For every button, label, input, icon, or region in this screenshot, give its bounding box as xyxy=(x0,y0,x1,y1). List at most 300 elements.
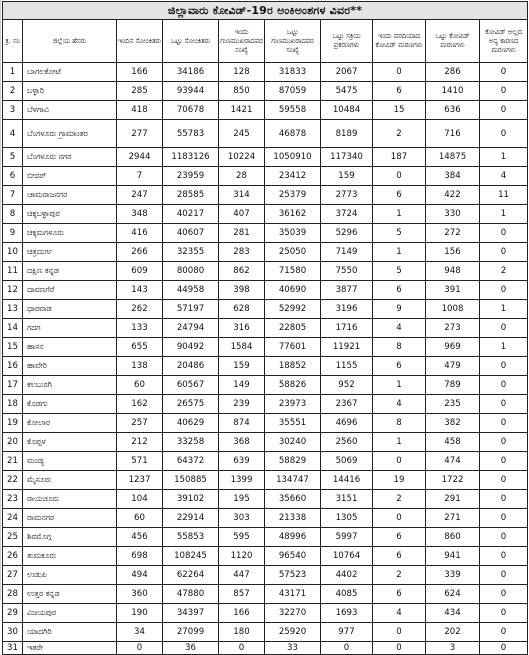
table-row xyxy=(3,528,528,547)
active-cases: 0 xyxy=(321,642,373,655)
total-recovered: 22805 xyxy=(265,319,321,338)
total-recovered: 23412 xyxy=(265,167,321,186)
active-cases: 3724 xyxy=(321,205,373,224)
district-name: ಬೆಂಗಳೂರು ನಗರ xyxy=(23,148,117,167)
total-recovered: 96540 xyxy=(265,547,321,566)
total-recovered: 33 xyxy=(265,642,321,655)
active-cases: 3151 xyxy=(321,490,373,509)
header-row xyxy=(3,20,528,63)
other-deaths: 0 xyxy=(480,528,528,547)
active-cases: 2773 xyxy=(321,186,373,205)
table-row xyxy=(3,82,528,101)
today-deaths: 4 xyxy=(373,319,426,338)
total-deaths: 273 xyxy=(426,319,480,338)
today-deaths: 9 xyxy=(373,300,426,319)
total-deaths: 789 xyxy=(426,376,480,395)
total-deaths: 272 xyxy=(426,224,480,243)
total-cases: 60567 xyxy=(163,376,219,395)
today-deaths: 0 xyxy=(373,167,426,186)
total-recovered: 35551 xyxy=(265,414,321,433)
page-edge xyxy=(0,0,1,600)
total-cases: 55853 xyxy=(163,528,219,547)
today-recovered: 1120 xyxy=(219,547,265,566)
today-recovered: 180 xyxy=(219,623,265,642)
total-cases: 64372 xyxy=(163,452,219,471)
table-row xyxy=(3,224,528,243)
serial-no: 18 xyxy=(3,395,23,414)
table-row xyxy=(3,148,528,167)
statistics-sheet xyxy=(2,1,527,655)
serial-no: 8 xyxy=(3,205,23,224)
active-cases: 5475 xyxy=(321,82,373,101)
today-cases: 494 xyxy=(117,566,163,585)
active-cases: 3196 xyxy=(321,300,373,319)
table-row xyxy=(3,471,528,490)
district-name: ಉತ್ತರ ಕನ್ನಡ xyxy=(23,585,117,604)
serial-no: 16 xyxy=(3,357,23,376)
district-name: ಹಾಸನ xyxy=(23,338,117,357)
total-recovered: 43171 xyxy=(265,585,321,604)
today-cases: 277 xyxy=(117,120,163,148)
total-recovered-header: ಒಟ್ಟು ಗುಣಮುಖರಾದವರ ಸಂಖ್ಯೆ xyxy=(265,20,321,63)
active-cases: 4696 xyxy=(321,414,373,433)
today-cases: 348 xyxy=(117,205,163,224)
total-cases: 40629 xyxy=(163,414,219,433)
total-deaths: 474 xyxy=(426,452,480,471)
district-name: ಚಾಮರಾಜನಗರ xyxy=(23,186,117,205)
table-row xyxy=(3,490,528,509)
district-name: ರಾಮನಗರ xyxy=(23,509,117,528)
today-recovered: 850 xyxy=(219,82,265,101)
active-cases: 1716 xyxy=(321,319,373,338)
total-cases: 23959 xyxy=(163,167,219,186)
active-cases-header: ಒಟ್ಟು ಸಕ್ರಿಯ ಪ್ರಕರಣಗಳು xyxy=(321,20,373,63)
today-recovered: 281 xyxy=(219,224,265,243)
other-deaths-header: ಕೋವಿಡ್ ಅಲ್ಲದ ಅನ್ಯ ಕಾರಣದ ಮರಣಗಳು xyxy=(480,20,528,63)
serial-no: 31 xyxy=(3,642,23,655)
today-deaths: 1 xyxy=(373,205,426,224)
total-cases: 34397 xyxy=(163,604,219,623)
total-recovered: 1050910 xyxy=(265,148,321,167)
total-recovered: 77601 xyxy=(265,338,321,357)
table-row xyxy=(3,319,528,338)
total-recovered: 57523 xyxy=(265,566,321,585)
total-recovered: 31833 xyxy=(265,63,321,82)
table-row xyxy=(3,205,528,224)
total-cases: 44958 xyxy=(163,281,219,300)
today-deaths: 6 xyxy=(373,186,426,205)
serial-no: 20 xyxy=(3,433,23,452)
table-row xyxy=(3,376,528,395)
other-deaths: 0 xyxy=(480,414,528,433)
active-cases: 117340 xyxy=(321,148,373,167)
total-deaths: 479 xyxy=(426,357,480,376)
other-deaths: 2 xyxy=(480,262,528,281)
today-cases: 60 xyxy=(117,509,163,528)
district-name: ಗದಗ xyxy=(23,319,117,338)
serial-no: 23 xyxy=(3,490,23,509)
today-cases: 2944 xyxy=(117,148,163,167)
other-deaths: 1 xyxy=(480,148,528,167)
district-name: ಬೆಳಗಾವಿ xyxy=(23,101,117,120)
total-cases: 70678 xyxy=(163,101,219,120)
table-row xyxy=(3,243,528,262)
serial-no: 24 xyxy=(3,509,23,528)
other-deaths: 0 xyxy=(480,585,528,604)
total-cases: 90492 xyxy=(163,338,219,357)
active-cases: 1305 xyxy=(321,509,373,528)
today-recovered: 639 xyxy=(219,452,265,471)
serial-no: 11 xyxy=(3,262,23,281)
total-deaths: 860 xyxy=(426,528,480,547)
total-deaths: 14875 xyxy=(426,148,480,167)
other-deaths: 0 xyxy=(480,395,528,414)
district-name: ತುಮಕೂರು xyxy=(23,547,117,566)
total-recovered: 58829 xyxy=(265,452,321,471)
active-cases: 5069 xyxy=(321,452,373,471)
today-cases-header: ಇಂದಿನ ಸೋಂಕಿತರು xyxy=(117,20,163,63)
total-recovered: 25920 xyxy=(265,623,321,642)
table-row xyxy=(3,281,528,300)
total-deaths: 271 xyxy=(426,509,480,528)
other-deaths: 0 xyxy=(480,509,528,528)
table-row xyxy=(3,262,528,281)
table-row xyxy=(3,433,528,452)
today-deaths: 5 xyxy=(373,262,426,281)
today-recovered: 595 xyxy=(219,528,265,547)
total-recovered: 18852 xyxy=(265,357,321,376)
active-cases: 7550 xyxy=(321,262,373,281)
today-cases: 7 xyxy=(117,167,163,186)
serial-no: 10 xyxy=(3,243,23,262)
today-cases: 262 xyxy=(117,300,163,319)
total-deaths: 156 xyxy=(426,243,480,262)
today-deaths: 4 xyxy=(373,395,426,414)
other-deaths: 0 xyxy=(480,63,528,82)
active-cases: 952 xyxy=(321,376,373,395)
table-row xyxy=(3,167,528,186)
serial-no: 12 xyxy=(3,281,23,300)
today-cases: 162 xyxy=(117,395,163,414)
active-cases: 2067 xyxy=(321,63,373,82)
serial-no: 7 xyxy=(3,186,23,205)
total-recovered: 25379 xyxy=(265,186,321,205)
serial-no: 5 xyxy=(3,148,23,167)
other-deaths: 1 xyxy=(480,338,528,357)
table-row xyxy=(3,300,528,319)
today-deaths: 0 xyxy=(373,623,426,642)
district-name: ಕೋಲಾರ xyxy=(23,414,117,433)
district-name: ಕೊಪ್ಪಳ xyxy=(23,433,117,452)
district-name: ಮಂಡ್ಯ xyxy=(23,452,117,471)
today-cases: 698 xyxy=(117,547,163,566)
table-row xyxy=(3,120,528,148)
district-name: ದಕ್ಷಿಣ ಕನ್ನಡ xyxy=(23,262,117,281)
today-recovered: 245 xyxy=(219,120,265,148)
active-cases: 5296 xyxy=(321,224,373,243)
total-deaths: 422 xyxy=(426,186,480,205)
today-deaths: 8 xyxy=(373,414,426,433)
total-recovered: 58826 xyxy=(265,376,321,395)
table-row xyxy=(3,395,528,414)
today-deaths: 6 xyxy=(373,547,426,566)
today-recovered: 314 xyxy=(219,186,265,205)
other-deaths: 0 xyxy=(480,281,528,300)
total-recovered: 32270 xyxy=(265,604,321,623)
district-name: ಇತರೇ xyxy=(23,642,117,655)
today-cases: 247 xyxy=(117,186,163,205)
total-cases: 34186 xyxy=(163,63,219,82)
district-name: ದಾವಣಗೆರೆ xyxy=(23,281,117,300)
today-deaths: 1 xyxy=(373,433,426,452)
today-recovered: 1421 xyxy=(219,101,265,120)
today-deaths: 1 xyxy=(373,376,426,395)
district-name: ಉಡುಪಿ xyxy=(23,566,117,585)
today-deaths: 6 xyxy=(373,82,426,101)
table-row xyxy=(3,338,528,357)
today-deaths: 0 xyxy=(373,452,426,471)
today-cases: 212 xyxy=(117,433,163,452)
district-name-header: ಜಿಲ್ಲೆಯ ಹೆಸರು xyxy=(23,20,117,63)
total-deaths: 235 xyxy=(426,395,480,414)
today-recovered: 303 xyxy=(219,509,265,528)
total-deaths: 636 xyxy=(426,101,480,120)
total-deaths: 384 xyxy=(426,167,480,186)
active-cases: 2367 xyxy=(321,395,373,414)
total-recovered: 71580 xyxy=(265,262,321,281)
other-deaths: 0 xyxy=(480,471,528,490)
today-recovered: 407 xyxy=(219,205,265,224)
total-cases: 33258 xyxy=(163,433,219,452)
other-deaths: 0 xyxy=(480,357,528,376)
today-recovered: 316 xyxy=(219,319,265,338)
serial-no: 21 xyxy=(3,452,23,471)
total-cases: 93944 xyxy=(163,82,219,101)
title-row xyxy=(3,2,528,20)
today-recovered-header: ಇಂದು ಗುಣಮುಖರಾದವರ ಸಂಖ್ಯೆ xyxy=(219,20,265,63)
serial-no: 14 xyxy=(3,319,23,338)
active-cases: 2560 xyxy=(321,433,373,452)
serial-no: 6 xyxy=(3,167,23,186)
other-deaths: 0 xyxy=(480,452,528,471)
today-cases: 133 xyxy=(117,319,163,338)
total-cases: 57197 xyxy=(163,300,219,319)
today-cases: 138 xyxy=(117,357,163,376)
today-deaths: 19 xyxy=(373,471,426,490)
total-deaths: 458 xyxy=(426,433,480,452)
serial-no: 29 xyxy=(3,604,23,623)
total-deaths: 202 xyxy=(426,623,480,642)
total-recovered: 25050 xyxy=(265,243,321,262)
table-row xyxy=(3,585,528,604)
serial-no: 28 xyxy=(3,585,23,604)
today-deaths-header: ಇಂದು ವರದಿಯಾದ ಕೋವಿಡ್ ಮರಣಗಳು xyxy=(373,20,426,63)
total-deaths: 1008 xyxy=(426,300,480,319)
today-recovered: 195 xyxy=(219,490,265,509)
total-recovered: 30240 xyxy=(265,433,321,452)
district-name: ಬೆಂಗಳೂರು ಗ್ರಾಮಾಂತರ xyxy=(23,120,117,148)
active-cases: 10484 xyxy=(321,101,373,120)
other-deaths: 0 xyxy=(480,319,528,338)
total-deaths: 716 xyxy=(426,120,480,148)
table-row xyxy=(3,547,528,566)
active-cases: 4402 xyxy=(321,566,373,585)
today-recovered: 159 xyxy=(219,357,265,376)
total-recovered: 52992 xyxy=(265,300,321,319)
other-deaths: 0 xyxy=(480,376,528,395)
table-row xyxy=(3,566,528,585)
table-row xyxy=(3,509,528,528)
district-name: ಯಾದಗಿರಿ xyxy=(23,623,117,642)
total-deaths: 434 xyxy=(426,604,480,623)
other-deaths: 4 xyxy=(480,167,528,186)
today-cases: 285 xyxy=(117,82,163,101)
total-deaths-header: ಒಟ್ಟು ಕೋವಿಡ್ ಮರಣಗಳು xyxy=(426,20,480,63)
other-deaths: 0 xyxy=(480,490,528,509)
total-cases: 27099 xyxy=(163,623,219,642)
today-deaths: 6 xyxy=(373,585,426,604)
today-cases: 571 xyxy=(117,452,163,471)
other-deaths: 0 xyxy=(480,82,528,101)
district-name: ಶಿವಮೊಗ್ಗ xyxy=(23,528,117,547)
today-recovered: 0 xyxy=(219,642,265,655)
total-recovered: 59558 xyxy=(265,101,321,120)
serial-no: 2 xyxy=(3,82,23,101)
today-deaths: 8 xyxy=(373,338,426,357)
table-row xyxy=(3,357,528,376)
district-covid-table xyxy=(2,1,528,655)
active-cases: 4085 xyxy=(321,585,373,604)
district-name: ಚಿತ್ರದುರ್ಗ xyxy=(23,243,117,262)
today-cases: 456 xyxy=(117,528,163,547)
total-recovered: 23973 xyxy=(265,395,321,414)
active-cases: 14416 xyxy=(321,471,373,490)
today-deaths: 5 xyxy=(373,224,426,243)
total-deaths: 3 xyxy=(426,642,480,655)
serial-no: 25 xyxy=(3,528,23,547)
today-recovered: 28 xyxy=(219,167,265,186)
serial-no: 26 xyxy=(3,547,23,566)
active-cases: 5997 xyxy=(321,528,373,547)
today-recovered: 149 xyxy=(219,376,265,395)
total-cases: 62264 xyxy=(163,566,219,585)
active-cases: 1155 xyxy=(321,357,373,376)
total-cases: 150885 xyxy=(163,471,219,490)
table-row xyxy=(3,186,528,205)
serial-no: 1 xyxy=(3,63,23,82)
table-title: ಜಿಲ್ಲಾವಾರು ಕೋವಿಡ್-19ರ ಅಂಕಿಅಂಶಗಳ ವಿವರ** xyxy=(3,2,528,20)
total-cases: 1183126 xyxy=(163,148,219,167)
today-recovered: 1584 xyxy=(219,338,265,357)
district-name: ಹಾವೇರಿ xyxy=(23,357,117,376)
district-name: ಬಳ್ಳಾರಿ xyxy=(23,82,117,101)
serial-no: 22 xyxy=(3,471,23,490)
total-cases: 47880 xyxy=(163,585,219,604)
today-cases: 609 xyxy=(117,262,163,281)
total-cases: 40217 xyxy=(163,205,219,224)
total-deaths: 391 xyxy=(426,281,480,300)
district-name: ಕಲಬುರಗಿ xyxy=(23,376,117,395)
active-cases: 11921 xyxy=(321,338,373,357)
total-cases: 39102 xyxy=(163,490,219,509)
serial-no: 4 xyxy=(3,120,23,148)
total-cases: 24794 xyxy=(163,319,219,338)
other-deaths: 0 xyxy=(480,604,528,623)
other-deaths: 1 xyxy=(480,205,528,224)
today-deaths: 2 xyxy=(373,566,426,585)
active-cases: 7149 xyxy=(321,243,373,262)
today-recovered: 1399 xyxy=(219,471,265,490)
other-deaths: 0 xyxy=(480,623,528,642)
today-recovered: 398 xyxy=(219,281,265,300)
serial-no: 9 xyxy=(3,224,23,243)
today-deaths: 15 xyxy=(373,101,426,120)
district-name: ಮೈಸೂರು xyxy=(23,471,117,490)
other-deaths: 11 xyxy=(480,186,528,205)
total-cases: 32355 xyxy=(163,243,219,262)
table-row xyxy=(3,452,528,471)
today-recovered: 368 xyxy=(219,433,265,452)
serial-no: 3 xyxy=(3,101,23,120)
serial-no: 13 xyxy=(3,300,23,319)
active-cases: 159 xyxy=(321,167,373,186)
table-row xyxy=(3,642,528,655)
total-cases: 26575 xyxy=(163,395,219,414)
other-deaths: 0 xyxy=(480,566,528,585)
total-deaths: 941 xyxy=(426,547,480,566)
today-cases: 34 xyxy=(117,623,163,642)
today-cases: 360 xyxy=(117,585,163,604)
today-recovered: 862 xyxy=(219,262,265,281)
district-name: ವಿಜಯಪುರ xyxy=(23,604,117,623)
table-row xyxy=(3,414,528,433)
today-cases: 60 xyxy=(117,376,163,395)
today-deaths: 6 xyxy=(373,528,426,547)
total-deaths: 382 xyxy=(426,414,480,433)
today-recovered: 128 xyxy=(219,63,265,82)
district-name: ಧಾರವಾಡ xyxy=(23,300,117,319)
active-cases: 977 xyxy=(321,623,373,642)
active-cases: 10764 xyxy=(321,547,373,566)
total-cases-header: ಒಟ್ಟು ಸೋಂಕಿತರು xyxy=(163,20,219,63)
total-recovered: 35039 xyxy=(265,224,321,243)
serial-no: 17 xyxy=(3,376,23,395)
district-name: ಚಿಕ್ಕಬಳ್ಳಾಪುರ xyxy=(23,205,117,224)
today-cases: 0 xyxy=(117,642,163,655)
today-cases: 104 xyxy=(117,490,163,509)
total-deaths: 1722 xyxy=(426,471,480,490)
total-recovered: 87059 xyxy=(265,82,321,101)
serial-no: 15 xyxy=(3,338,23,357)
today-cases: 266 xyxy=(117,243,163,262)
today-recovered: 447 xyxy=(219,566,265,585)
active-cases: 1693 xyxy=(321,604,373,623)
today-cases: 1237 xyxy=(117,471,163,490)
total-deaths: 969 xyxy=(426,338,480,357)
total-recovered: 35660 xyxy=(265,490,321,509)
other-deaths: 0 xyxy=(480,243,528,262)
district-name: ಬಾಗಲಕೋಟೆ xyxy=(23,63,117,82)
today-cases: 166 xyxy=(117,63,163,82)
table-row xyxy=(3,623,528,642)
today-deaths: 1 xyxy=(373,243,426,262)
today-recovered: 283 xyxy=(219,243,265,262)
total-recovered: 134747 xyxy=(265,471,321,490)
today-deaths: 2 xyxy=(373,120,426,148)
total-recovered: 40690 xyxy=(265,281,321,300)
today-recovered: 166 xyxy=(219,604,265,623)
total-recovered: 21338 xyxy=(265,509,321,528)
